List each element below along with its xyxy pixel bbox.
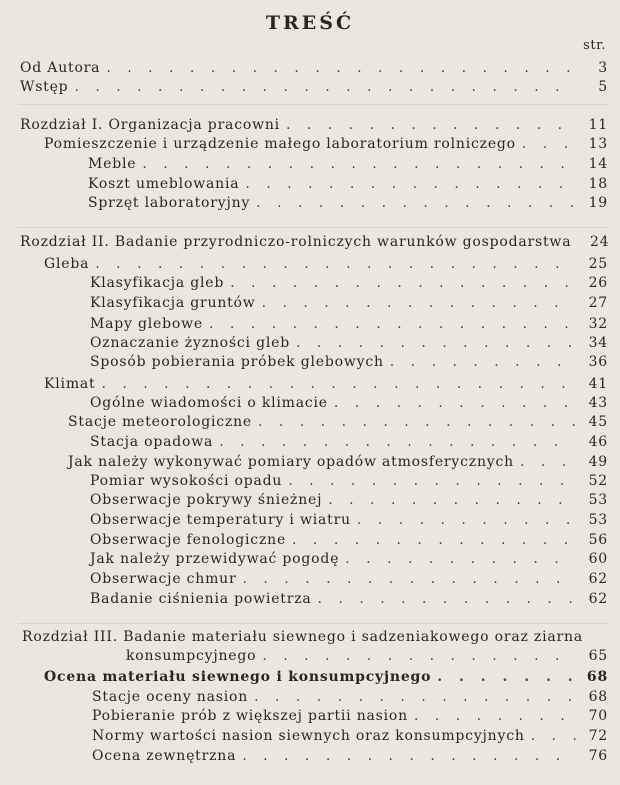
toc-page-number: 68 [586, 669, 608, 685]
dot-leader [334, 395, 576, 411]
toc-page-number: 53 [588, 492, 608, 508]
toc-entry-continuation: konsumpcyjnego [126, 648, 257, 664]
toc-page-number: 70 [588, 708, 608, 724]
toc-page-number: 53 [588, 512, 608, 528]
toc-entry-title: Stacja opadowa [90, 434, 214, 450]
toc-page-number: 68 [588, 689, 608, 705]
toc-entry[interactable] [68, 454, 608, 470]
dot-leader [258, 414, 576, 430]
toc-entry-title: Ocena zewnętrzna [92, 748, 237, 764]
toc-entry-title: Pomiar wysokości opadu [90, 473, 283, 489]
dot-leader [230, 275, 576, 291]
dot-leader [286, 117, 576, 133]
toc-page-number: 24 [589, 234, 610, 250]
toc-entry[interactable] [90, 512, 608, 528]
toc-entry[interactable] [90, 551, 608, 567]
toc-entry[interactable] [90, 295, 608, 311]
toc-entry[interactable] [90, 492, 608, 508]
toc-entry[interactable] [44, 669, 608, 685]
dot-leader [390, 354, 576, 370]
toc-page-number: 56 [588, 532, 608, 548]
toc-entry-title: Obserwacje temperatury i wiatru [90, 512, 351, 528]
dot-leader [288, 473, 576, 489]
toc-entry-title: Koszt umeblowania [88, 176, 240, 192]
toc-entry-title: Gleba [44, 256, 90, 272]
toc-entry-title: Jak należy wykonywać pomiary opadów atmosferycznych [68, 454, 514, 470]
toc-entry[interactable] [90, 275, 608, 291]
toc-entry[interactable] [20, 234, 608, 250]
toc-entry[interactable] [90, 335, 608, 351]
dot-leader [254, 689, 576, 705]
toc-page-number: 43 [588, 395, 608, 411]
toc-entry[interactable] [20, 60, 608, 76]
dot-leader [414, 708, 576, 724]
toc-page-number: 26 [588, 275, 608, 291]
toc-entry[interactable] [90, 532, 608, 548]
toc-entry[interactable] [126, 648, 608, 664]
toc-entry-title: Oznaczanie żyzności gleb [90, 335, 290, 351]
toc-page-number: 46 [588, 434, 608, 450]
dot-leader [74, 79, 576, 95]
toc-entry[interactable] [44, 376, 608, 392]
dot-leader [256, 195, 576, 211]
toc-page-number: 13 [588, 136, 608, 152]
dot-leader [522, 136, 576, 152]
dot-leader [357, 512, 576, 528]
toc-entry[interactable] [90, 395, 608, 411]
toc-entry-title: Klimat [44, 376, 96, 392]
dot-leader [328, 492, 576, 508]
dot-leader [106, 60, 576, 76]
toc-entry-title: Rozdział III. Badanie materiału siewnego i sadzeniakowego oraz ziarna [22, 629, 583, 645]
toc-page-number: 62 [588, 591, 608, 607]
toc-page-number: 18 [588, 176, 608, 192]
dot-leader [437, 669, 576, 685]
toc-entry-title: Obserwacje fenologiczne [90, 532, 287, 548]
toc-page-number: 76 [588, 748, 608, 764]
toc-entry[interactable] [44, 136, 608, 152]
toc-entry-title: Normy wartości nasion siewnych oraz konsumpcyjnych [92, 728, 525, 744]
toc-page-number: 11 [588, 117, 608, 133]
toc-page-number: 14 [588, 156, 608, 172]
dot-leader [531, 728, 576, 744]
toc-page-number: 60 [588, 551, 608, 567]
toc-page-number: 36 [588, 354, 608, 370]
page-column-label: str. [583, 38, 606, 53]
toc-entry-title: Rozdział I. Organizacja pracowni [20, 117, 280, 133]
toc-entry[interactable] [88, 176, 608, 192]
toc-entry[interactable] [90, 354, 608, 370]
toc-title: TREŚĆ [265, 12, 355, 34]
toc-page-number: 3 [598, 60, 608, 76]
toc-entry[interactable] [88, 195, 608, 211]
toc-entry-title: Ogólne wiadomości o klimacie [90, 395, 328, 411]
toc-entry[interactable] [90, 434, 608, 450]
toc-entry[interactable] [92, 689, 608, 705]
toc-entry-title: Ocena materiału siewnego i konsumpcyjnego [44, 669, 432, 685]
toc-page-number: 34 [588, 335, 608, 351]
dot-leader [292, 532, 576, 548]
toc-entry[interactable] [44, 256, 608, 272]
toc-page-number: 32 [588, 316, 608, 332]
toc-page-number: 45 [588, 414, 608, 430]
toc-page-number: 27 [588, 295, 608, 311]
toc-page-number: 65 [588, 648, 608, 664]
dot-leader [520, 454, 576, 470]
toc-entry[interactable] [20, 117, 608, 133]
toc-entry-title: Sprzęt laboratoryjny [88, 195, 251, 211]
dot-leader [262, 648, 576, 664]
dot-leader [243, 571, 577, 587]
toc-page-number: 41 [588, 376, 608, 392]
dot-leader [101, 376, 576, 392]
toc-entry-title: Sposób pobierania próbek glebowych [90, 354, 384, 370]
toc-entry-title: Pomieszczenie i urządzenie małego laboratorium rolniczego [44, 136, 516, 152]
toc-entry[interactable] [90, 591, 608, 607]
toc-entry[interactable] [88, 156, 608, 172]
dot-leader [142, 156, 576, 172]
dot-leader [262, 295, 576, 311]
toc-page-number: 62 [588, 571, 608, 587]
toc-entry-title: Rozdział II. Badanie przyrodniczo-rolniczych warunków gospodarstwa [20, 234, 572, 250]
toc-page-number: 49 [588, 454, 608, 470]
dot-leader [219, 434, 576, 450]
toc-entry[interactable] [68, 414, 608, 430]
toc-page-number: 25 [588, 256, 608, 272]
toc-entry-title: Od Autora [20, 60, 101, 76]
toc-entry[interactable] [92, 708, 608, 724]
dot-leader [296, 335, 576, 351]
dot-leader [345, 551, 576, 567]
toc-page-number: 72 [588, 728, 608, 744]
toc-entry-title: Klasyfikacja gruntów [90, 295, 256, 311]
toc-entry[interactable] [20, 79, 608, 95]
dot-leader [318, 591, 576, 607]
toc-entry-title: Pobieranie prób z większej partii nasion [92, 708, 408, 724]
toc-entry-title: Klasyfikacja gleb [90, 275, 225, 291]
dot-leader [242, 748, 576, 764]
toc-entry-title: Stacje meteorologiczne [68, 414, 252, 430]
toc-entry-title: Mapy glebowe [90, 316, 203, 332]
toc-entry[interactable] [90, 571, 608, 587]
toc-page-number: 52 [588, 473, 608, 489]
toc-entry-title: Jak należy przewidywać pogodę [90, 551, 340, 567]
toc-page-number: 5 [598, 79, 608, 95]
toc-page-number: 19 [588, 195, 608, 211]
toc-entry-title: Wstęp [20, 79, 69, 95]
toc-entry-title: Obserwacje chmur [90, 571, 237, 587]
toc-entry-title: Obserwacje pokrywy śnieżnej [90, 492, 323, 508]
toc-entry-title: Meble [88, 156, 137, 172]
toc-entry-title: Stacje oceny nasion [92, 689, 249, 705]
toc-entry-title: Badanie ciśnienia powietrza [90, 591, 312, 607]
toc-entry[interactable] [92, 728, 608, 744]
dot-leader [209, 316, 576, 332]
toc-entry[interactable] [90, 316, 608, 332]
toc-entry[interactable] [90, 473, 608, 489]
dot-leader [95, 256, 576, 272]
dot-leader [245, 176, 576, 192]
toc-entry[interactable] [92, 748, 608, 764]
